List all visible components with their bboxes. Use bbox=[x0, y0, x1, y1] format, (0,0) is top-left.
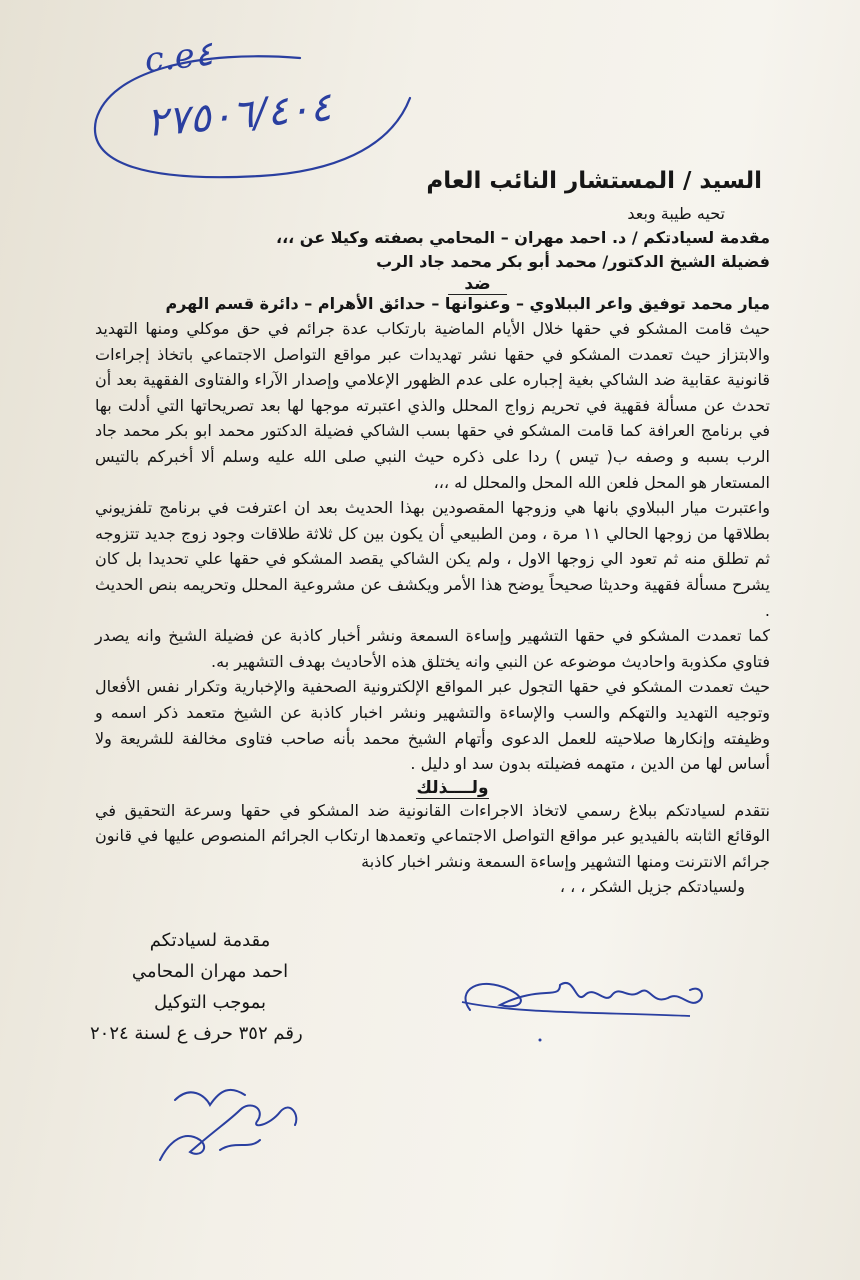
complaint-document bbox=[95, 168, 770, 900]
signature-line-poa: بموجب التوكيل bbox=[153, 992, 267, 1013]
signature-line-lawyer: احمد مهران المحامي bbox=[131, 961, 289, 982]
body-paragraph-2: واعتبرت ميار الببلاوي بانها هي وزوجها المقصودين بهذا الحديث بعد ان اعترفت في برنامج تلفزيوني بطلاقها من زوجها الحالي ١١ مرة ، ومن الطبيعي أن يكون بين كل ثلاثة طلاقات وجود زوج جديد تتزوجه ثم تطلق منه ثم تعود الي زوجها الاول ، ولم يكن الشاكي يقصد المشكو في حقها علي تحديدا بل كان يشرح مسألة فقهية وحديثا صحيحاً يوضح هذا الأمر ويكشف عن مشروعية المحلل وتحريمه بنص الحديث . bbox=[95, 498, 770, 620]
signature-underline bbox=[462, 1002, 690, 1016]
defendant-line: ميار محمد توفيق واعر الببلاوي – وعنوانها – حدائق الأهرام – دائرة قسم الهرم bbox=[165, 294, 770, 313]
body-paragraph-3: كما تعمدت المشكو في حقها التشهير وإساءة السمعة ونشر أخبار كاذبة عن فضيلة الشيخ وانه يصدر فتاوي مكذوبة واحاديث موضوعه عن النبي وانه يختلق هذه الأحاديث بهدف التشهير به. bbox=[95, 626, 770, 671]
signature-scribble-left bbox=[160, 1090, 296, 1160]
request-paragraph: نتقدم لسيادتكم ببلاغ رسمي لاتخاذ الاجراءات القانونية ضد المشكو في حقها وسرعة التحقيق في الوقائع الثابته بالفيديو عبر مواقع التواصل الاجتماعي وتعمدها ارتكاب الجرائم المنصوص عليها في قانون جرائم الانترنت ومنها التشهير وإساءة السمعة ونشر اخبار كاذبة bbox=[95, 800, 770, 871]
body-paragraph-1: حيث قامت المشكو في حقها خلال الأيام الماضية بارتكاب عدة جرائم في حق موكلي ومنها التهديد والابتزاز حيث تعمدت المشكو في حقها نشر تهديدات عبر مواقع التواصل الاجتماعي باتخاذ إجراءات قانونية عقابية ضد الشاكي بغية إجباره على عدم الظهور الإعلامي وإصدار الآراء والفتاوى الفقهية بعد أن تحدث عن مسألة فقهية في تحريم زواج المحلل والذي اعتبرته موجها لها بعد تصريحاتها التي أدلت بها في برنامج العرافة كما قامت المشكو في حقها بسب الشاكي فضيلة الدكتور محمد ابو بكر محمد جاد الرب بسبه و وصفه ب( تيس ) ردا على ذكره حيث النبي صلى الله عليه وسلم ألا أخبركم بالتيس المستعار هو المحل فلعن الله المحل والمحلل له ،،، bbox=[95, 319, 770, 492]
signature-scribble-right bbox=[466, 983, 702, 1010]
submitted-by-line: مقدمة لسيادتكم / د. احمد مهران – المحامي بصفته وكيلا عن ،،، bbox=[276, 228, 770, 247]
signature-line-poa-number: رقم ٣٥٢ حرف ع لسنة ٢٠٢٤ bbox=[90, 1023, 303, 1044]
closing-line: ولسيادتكم جزيل الشكر ، ، ، bbox=[559, 877, 745, 897]
handwritten-note-date: ٢٧٥٠٦/٤٠٤ bbox=[144, 84, 334, 147]
signature-block bbox=[60, 925, 360, 1049]
greeting-line: تحيه طيبة وبعد bbox=[627, 204, 725, 223]
client-line: فضيلة الشيخ الدكتور/ محمد أبو بكر محمد جاد الرب bbox=[376, 252, 770, 271]
complaint-body bbox=[95, 316, 770, 900]
signature-line-submitted: مقدمة لسيادتكم bbox=[149, 930, 271, 951]
addressee-title: السيد / المستشار النائب العام bbox=[426, 168, 762, 194]
versus-label: ضد bbox=[95, 274, 770, 294]
therefore-heading: ولــــذلك bbox=[416, 777, 489, 798]
handwritten-note-top: c.e٤ bbox=[142, 33, 215, 81]
body-paragraph-4: حيث تعمدت المشكو في حقها التجول عبر المواقع الإلكترونية الصحفية والإخبارية وتكرار نفس الأفعال وتوجيه التهديد والتهكم والسب والإساءة والتشهير ونشر اخبار كاذبة عن الشيخ متعمد ذكر اسمه و وظيفته وإنكارها صلاحيته للعمل الدعوى وأتهام الشيخ محمد بأنه صاحب فتاوى مخالفة للشريعة ولا أساس لها من الدين ، متهمه فضيلته بدون سد او دليل . bbox=[95, 677, 770, 774]
